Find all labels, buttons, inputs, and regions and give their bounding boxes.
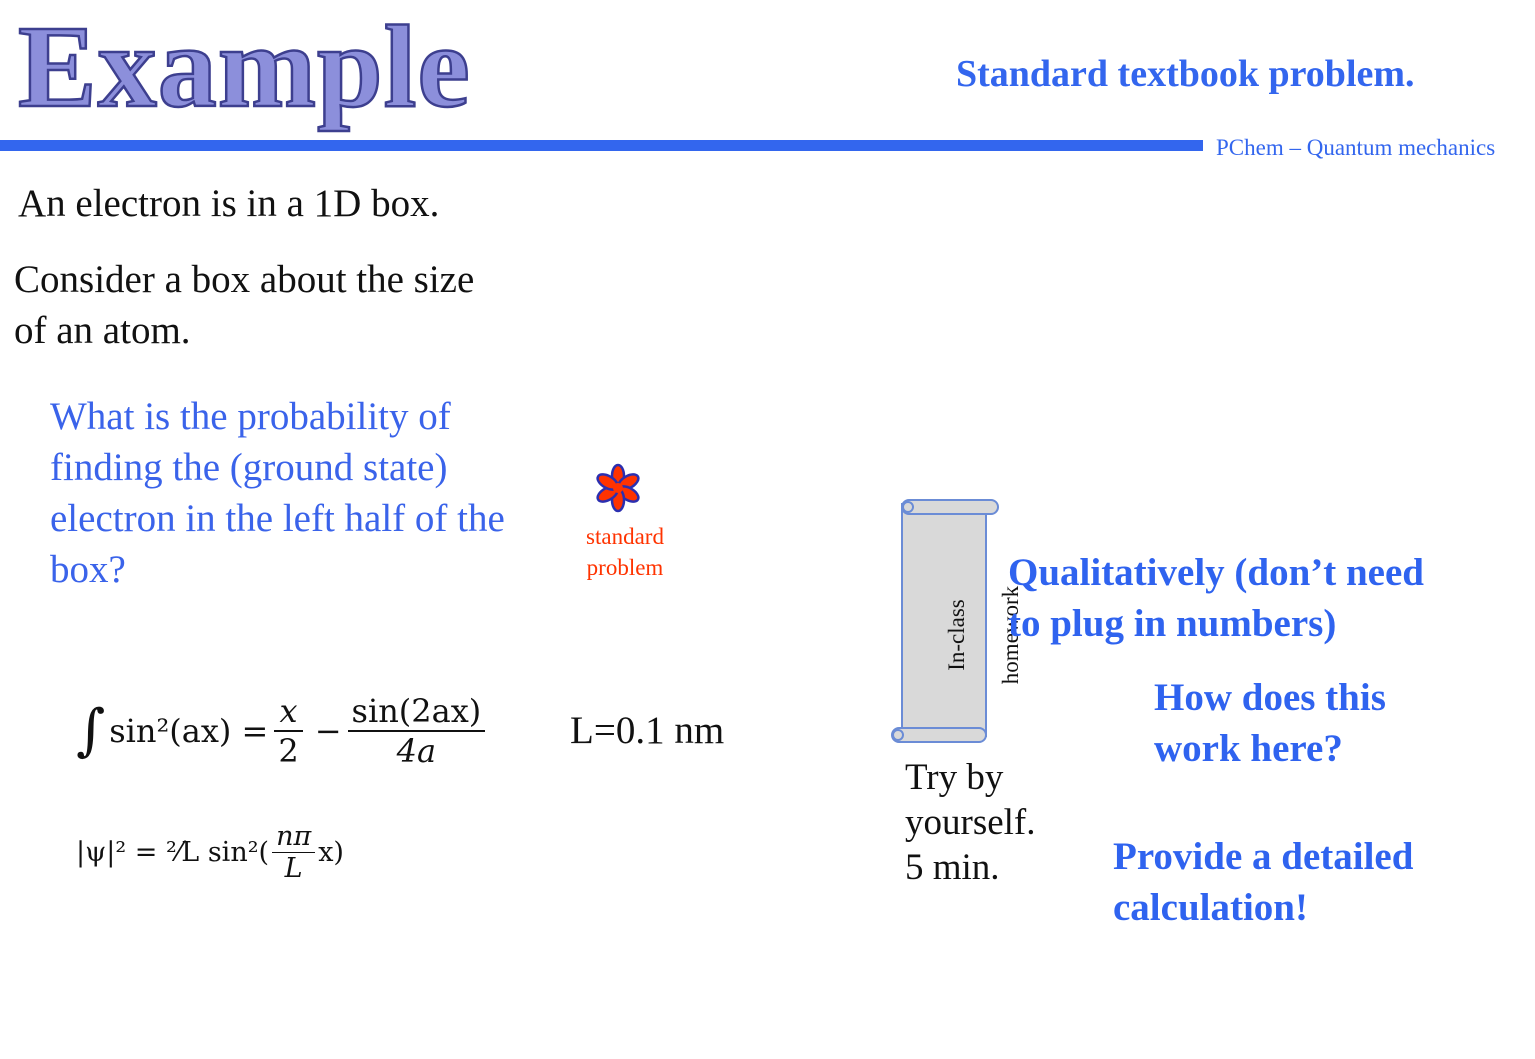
question-line-1: What is the probability of <box>50 395 451 438</box>
asterisk-icon <box>591 461 645 515</box>
how-line-1: How does this <box>1154 676 1386 719</box>
badge-line-2: problem <box>586 555 664 580</box>
psi-formula <box>76 816 344 888</box>
integral-formula <box>76 686 485 776</box>
question-line-2: finding the (ground state) <box>50 446 448 489</box>
question-line-4: box? <box>50 548 126 591</box>
badge-line-1: standard <box>586 524 664 549</box>
intro-line-1: An electron is in a 1D box. <box>18 182 440 225</box>
slide-title: Example <box>18 1 471 132</box>
question-line-3: electron in the left half of the <box>50 497 505 540</box>
calculation-line-2: calculation! <box>1113 886 1308 929</box>
intro-line-2a: Consider a box about the size <box>14 258 475 301</box>
try-note-line-1: Try by <box>905 757 1004 798</box>
integral-sign: ∫ <box>76 698 106 763</box>
slide-subtitle: Standard textbook problem. <box>956 53 1415 95</box>
header-divider <box>0 140 1203 151</box>
calculation-line-1: Provide a detailed <box>1113 835 1414 878</box>
try-note <box>905 755 1036 890</box>
integral-lhs: sin²(ax) = <box>109 712 269 750</box>
qualitative-line-2: to plug in numbers) <box>1008 602 1337 645</box>
try-note-line-2: yourself. <box>905 802 1036 843</box>
scroll-label <box>916 570 1023 700</box>
psi-rhs: x) <box>318 836 344 868</box>
scroll-line-1: In-class <box>944 599 969 671</box>
box-length: L=0.1 nm <box>570 709 725 752</box>
how-line-2: work here? <box>1154 727 1343 770</box>
integral-fraction-2: $\frac{\sin(2ax)}{4a}$ <box>348 692 486 770</box>
scroll-line-2: homework <box>998 585 1023 685</box>
minus-sign: − <box>314 712 342 750</box>
integral-fraction-1: $\frac{x}{2}$ <box>274 692 302 770</box>
psi-lhs: |ψ|² = ²⁄L sin²( <box>76 836 270 868</box>
course-tag: PChem – Quantum mechanics <box>1216 135 1496 160</box>
intro-line-2b: of an atom. <box>14 309 191 352</box>
badge-label <box>566 521 684 583</box>
psi-fraction: $\frac{n\pi}{L}$ <box>272 821 315 884</box>
try-note-line-3: 5 min. <box>905 847 1000 888</box>
qualitative-line-1: Qualitatively (don’t need <box>1008 551 1424 594</box>
